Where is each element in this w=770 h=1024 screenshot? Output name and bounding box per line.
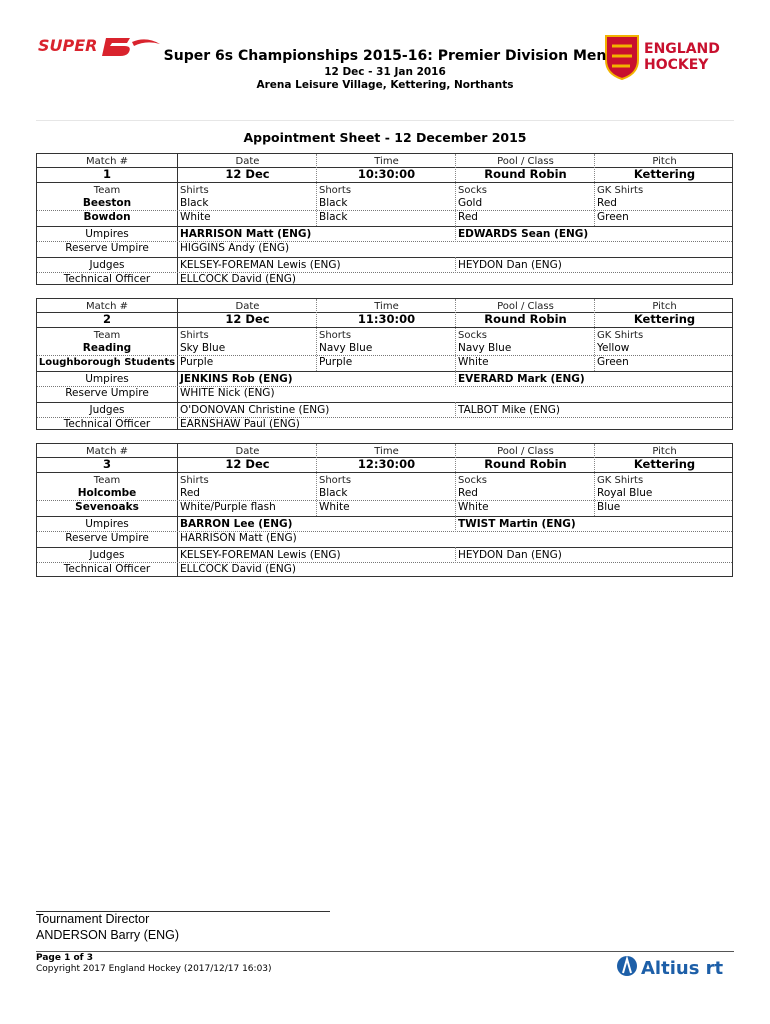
judge-2: HEYDON Dan (ENG) [458,259,562,271]
match-date: 12 Dec [225,313,270,326]
umpire-2: TWIST Martin (ENG) [458,518,576,530]
row-divider [37,355,732,356]
judge-2: HEYDON Dan (ENG) [458,549,562,561]
row-divider [37,457,732,458]
gk-shirts-label: GK Shirts [597,330,644,341]
team-name: Beeston [82,197,132,209]
match-row [37,404,732,417]
column-divider [316,444,317,516]
copyright: Copyright 2017 England Hockey (2017/12/17 16:03) [36,964,272,974]
team-shorts: White [319,501,350,513]
match-row [37,563,732,576]
judge-1: KELSEY-FOREMAN Lewis (ENG) [180,259,341,271]
footer-divider [36,951,734,952]
match-date: 12 Dec [225,458,270,471]
match-pool: Round Robin [484,313,567,326]
judges-label: Judges [89,404,125,416]
team-shirts: White [180,211,211,223]
umpires-label: Umpires [85,373,129,385]
match-date: 12 Dec [225,168,270,181]
team-socks: Gold [458,197,483,209]
team-shirts: Red [180,487,200,499]
match-row [37,211,732,224]
row-divider [37,257,732,258]
column-divider [455,402,456,418]
column-divider [594,299,595,371]
team-gk-shirts: Royal Blue [597,487,653,499]
pool-label: Pool / Class [497,301,554,312]
row-divider [37,272,732,273]
row-divider [37,210,732,211]
date-label: Date [235,156,260,167]
page-number: Page 1 of 3 [36,953,93,963]
reserve-umpire: HIGGINS Andy (ENG) [180,242,290,254]
row-divider [37,182,732,183]
match-row [37,474,732,487]
umpires-label: Umpires [85,228,129,240]
row-divider [37,516,732,517]
match-block-1 [36,153,733,285]
team-shirts: Purple [180,356,214,368]
match-row [37,501,732,514]
team-gk-shirts: Red [597,197,617,209]
team-name: Holcombe [77,487,137,499]
column-divider [455,547,456,563]
match-number-label: Match # [85,301,129,312]
shirts-label: Shirts [180,330,209,341]
team-label: Team [93,475,121,486]
team-shorts: Purple [319,356,353,368]
row-divider [37,402,732,403]
match-row [37,458,732,471]
match-pool: Round Robin [484,168,567,181]
row-divider [37,371,732,372]
row-divider [37,500,732,501]
match-pitch: Kettering [633,458,696,471]
shirts-label: Shirts [180,475,209,486]
match-pitch: Kettering [633,313,696,326]
socks-label: Socks [458,330,487,341]
match-row [37,168,732,181]
shorts-label: Shorts [319,185,352,196]
column-divider [316,154,317,226]
pool-label: Pool / Class [497,156,554,167]
venue: Arena Leisure Village, Kettering, Northants [256,79,514,91]
team-name: Reading [82,342,132,354]
match-row [37,532,732,545]
row-divider [37,531,732,532]
row-divider [37,472,732,473]
row-divider [37,417,732,418]
gk-shirts-label: GK Shirts [597,475,644,486]
column-divider [455,299,456,371]
time-label: Time [374,301,399,312]
technical-officer: EARNSHAW Paul (ENG) [180,418,300,430]
team-name: Sevenoaks [75,501,139,513]
time-label: Time [374,156,399,167]
team-shirts: Sky Blue [180,342,226,354]
reserve-umpire-label: Reserve Umpire [65,387,149,399]
column-divider [316,299,317,371]
england-hockey-logo-line1: ENGLAND [644,41,720,57]
row-divider [37,167,732,168]
match-row [37,373,732,386]
column-divider [177,444,178,576]
pool-label: Pool / Class [497,446,554,457]
column-divider [455,226,456,242]
team-gk-shirts: Yellow [597,342,630,354]
judge-1: KELSEY-FOREMAN Lewis (ENG) [180,549,341,561]
england-hockey-logo-line2: HOCKEY [644,57,709,73]
altius-rt-logo [616,953,736,979]
match-number: 1 [102,168,111,181]
date-label: Date [235,446,260,457]
umpire-1: JENKINS Rob (ENG) [180,373,293,385]
team-label: Team [93,185,121,196]
technical-officer-label: Technical Officer [63,563,151,575]
match-row [37,329,732,342]
column-divider [455,516,456,532]
match-row [37,418,732,431]
team-shorts: Black [319,211,348,223]
umpire-2: EDWARDS Sean (ENG) [458,228,589,240]
match-number-label: Match # [85,446,129,457]
team-name: Loughborough Students [38,357,176,368]
team-socks: Navy Blue [458,342,512,354]
pitch-label: Pitch [652,446,677,457]
umpire-1: HARRISON Matt (ENG) [180,228,312,240]
team-gk-shirts: Green [597,211,629,223]
tournament-director-name: ANDERSON Barry (ENG) [36,928,180,942]
reserve-umpire-label: Reserve Umpire [65,532,149,544]
technical-officer-label: Technical Officer [63,418,151,430]
judge-1: O'DONOVAN Christine (ENG) [180,404,330,416]
team-shorts: Black [319,487,348,499]
team-gk-shirts: Green [597,356,629,368]
team-socks: Red [458,211,478,223]
match-row [37,197,732,210]
altius-logo-text: Altius rt [641,958,724,979]
row-divider [37,327,732,328]
match-number-label: Match # [85,156,129,167]
team-gk-shirts: Blue [597,501,621,513]
match-row [37,313,732,326]
team-socks: White [458,356,489,368]
match-row [37,273,732,286]
judges-label: Judges [89,259,125,271]
judge-2: TALBOT Mike (ENG) [458,404,560,416]
row-divider [37,226,732,227]
match-row [37,184,732,197]
match-time: 11:30:00 [357,313,416,326]
match-row [37,342,732,355]
socks-label: Socks [458,475,487,486]
document-title: Super 6s Championships 2015-16: Premier Division Men [163,48,607,64]
umpires-label: Umpires [85,518,129,530]
match-row [37,228,732,241]
date-label: Date [235,301,260,312]
match-pitch: Kettering [633,168,696,181]
match-time: 12:30:00 [357,458,416,471]
match-row [37,518,732,531]
team-socks: White [458,501,489,513]
gk-shirts-label: GK Shirts [597,185,644,196]
sheet-title: Appointment Sheet - 12 December 2015 [243,130,527,145]
technical-officer: ELLCOCK David (ENG) [180,563,296,575]
row-divider [37,547,732,548]
umpire-2: EVERARD Mark (ENG) [458,373,585,385]
match-row [37,259,732,272]
match-pool: Round Robin [484,458,567,471]
reserve-umpire: HARRISON Matt (ENG) [180,532,297,544]
match-row [37,387,732,400]
judges-label: Judges [89,549,125,561]
shirts-label: Shirts [180,185,209,196]
team-shirts: White/Purple flash [180,501,276,513]
technical-officer: ELLCOCK David (ENG) [180,273,296,285]
time-label: Time [374,446,399,457]
column-divider [455,444,456,516]
tournament-director-label: Tournament Director [36,912,150,926]
match-row [37,242,732,255]
row-divider [37,386,732,387]
socks-label: Socks [458,185,487,196]
reserve-umpire: WHITE Nick (ENG) [180,387,275,399]
team-shirts: Black [180,197,209,209]
match-number: 3 [102,458,111,471]
team-name: Bowdon [83,211,131,223]
match-row [37,487,732,500]
column-divider [177,154,178,284]
shorts-label: Shorts [319,475,352,486]
technical-officer-label: Technical Officer [63,273,151,285]
column-divider [455,257,456,273]
team-shorts: Black [319,197,348,209]
team-label: Team [93,330,121,341]
pitch-label: Pitch [652,301,677,312]
match-row [37,549,732,562]
shorts-label: Shorts [319,330,352,341]
column-divider [594,154,595,226]
match-number: 2 [102,313,111,326]
reserve-umpire-label: Reserve Umpire [65,242,149,254]
match-time: 10:30:00 [357,168,416,181]
column-divider [455,154,456,226]
team-shorts: Navy Blue [319,342,373,354]
row-divider [37,241,732,242]
date-range: 12 Dec - 31 Jan 2016 [324,66,446,78]
column-divider [594,444,595,516]
match-block-2 [36,298,733,430]
column-divider [177,299,178,429]
row-divider [37,562,732,563]
column-divider [455,371,456,387]
row-divider [37,312,732,313]
umpire-1: BARRON Lee (ENG) [180,518,293,530]
team-socks: Red [458,487,478,499]
super-6s-logo-text: SUPER [38,36,98,55]
match-block-3 [36,443,733,577]
match-row [37,356,732,369]
header-divider [36,120,734,121]
pitch-label: Pitch [652,156,677,167]
